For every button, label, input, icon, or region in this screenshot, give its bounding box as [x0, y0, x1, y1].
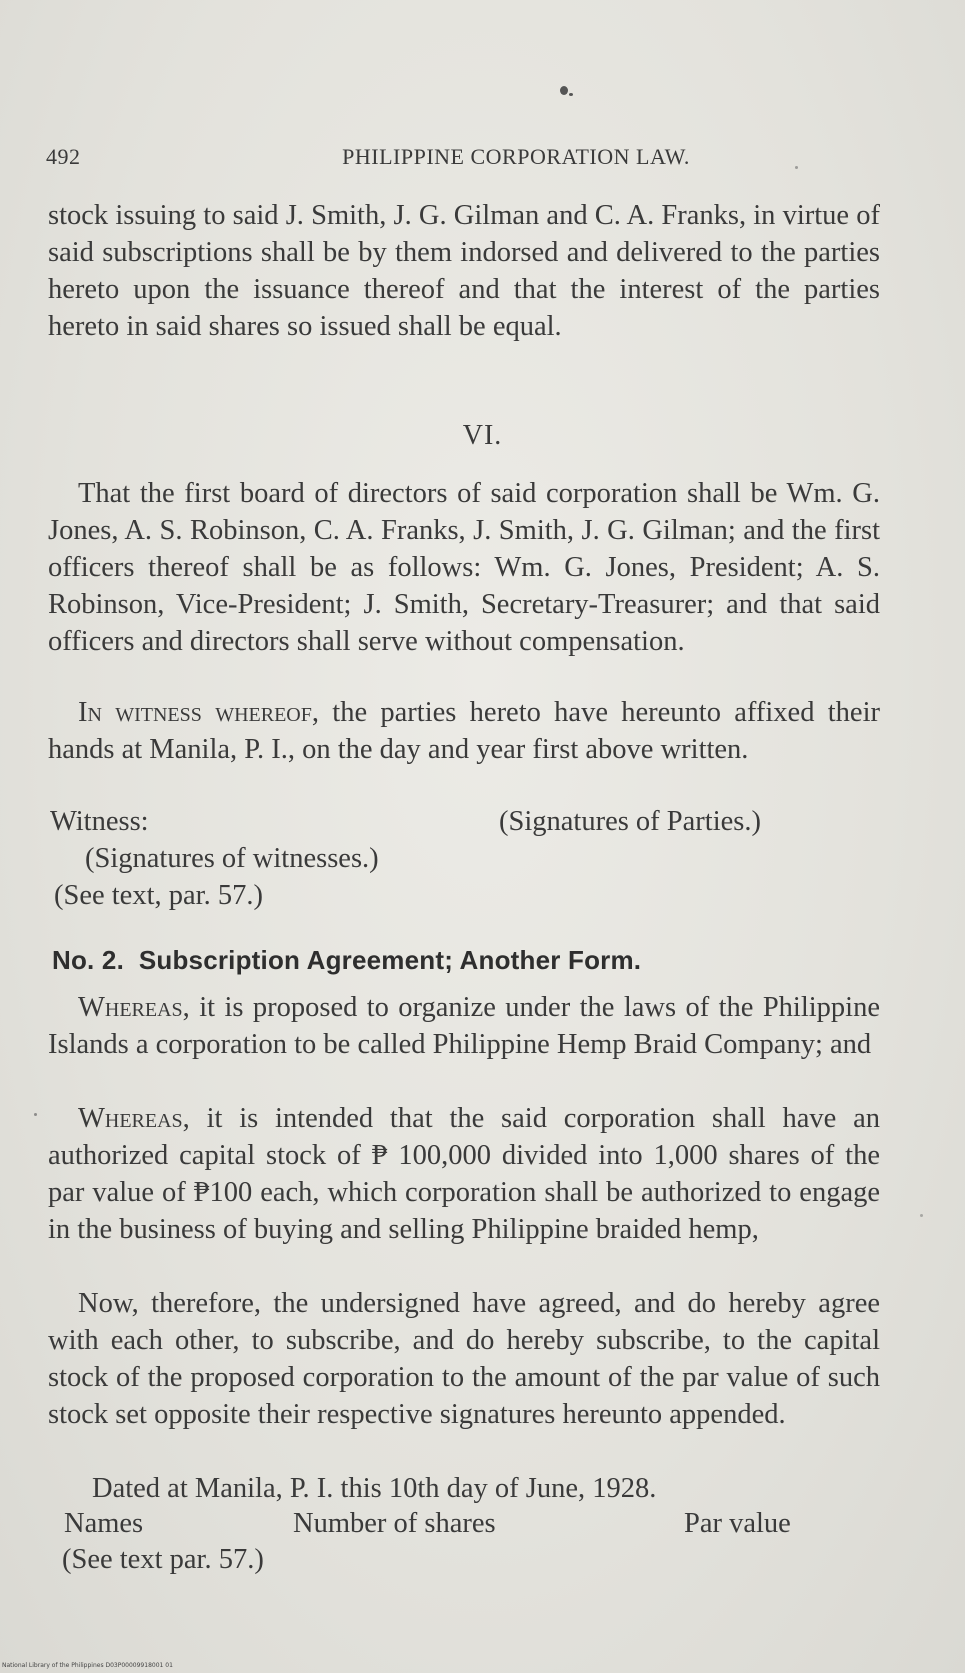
signatures-parties: (Signatures of Parties.) — [499, 806, 761, 837]
running-title: PHILIPPINE CORPORATION LAW. — [342, 144, 690, 169]
intro-paragraph: stock issuing to said J. Smith, J. G. Gilman and C. A. Franks, in virtue of said subscriptions shall be by them indorsed and delivered to the parties hereto upon the issuance thereof and that the interest of the parties hereto in said shares so issued shall be equal. — [48, 200, 880, 342]
see-text-reference-2: (See text par. 57.) — [62, 1544, 264, 1575]
see-text-reference: (See text, par. 57.) — [54, 880, 263, 911]
signatures-witnesses: (Signatures of witnesses.) — [85, 843, 379, 874]
whereas-2-rest: it is intended that the said corporation shall have an authorized capital stock of ₱ 100,000 divided into 1,000 shares of the par value of ₱100 each, which corporation shall be authorized to engage in the business of buying and selling Philippine braided hemp, — [48, 1103, 880, 1245]
now-therefore-paragraph: Now, therefore, the undersigned have agreed, and do hereby agree with each other, to subscribe, and do hereby subscribe, to the capital stock of the proposed corporation to the amount of the par value of such stock set opposite their respective signatures hereunto appended. — [48, 1288, 880, 1430]
column-par-value: Par value — [684, 1508, 791, 1539]
witness-clause — [48, 694, 880, 768]
ink-speck — [920, 1214, 923, 1217]
witness-clause-rest: the parties hereto have hereunto affixed their hands at Manila, P. I., on the day and year first above written. — [48, 697, 880, 765]
whereas-2-block — [48, 1100, 880, 1248]
page-number: 492 — [46, 144, 81, 169]
witness-clause-block — [48, 694, 880, 768]
now-therefore-block — [48, 1285, 880, 1433]
section-paragraph-block — [48, 475, 880, 660]
page-header — [46, 140, 876, 174]
column-number-of-shares: Number of shares — [293, 1508, 496, 1539]
ink-speck — [34, 1113, 37, 1116]
whereas-2 — [48, 1100, 880, 1248]
column-names: Names — [64, 1508, 144, 1539]
scan-footer-note: National Library of the Philippines D03P00009918001 01 — [2, 1662, 173, 1669]
whereas-1-lead: Whereas, — [78, 992, 190, 1023]
witness-label: Witness: — [50, 806, 149, 837]
ink-speck — [569, 93, 573, 96]
dated-line: Dated at Manila, P. I. this 10th day of June, 1928. — [92, 1473, 657, 1504]
form-heading: No. 2. Subscription Agreement; Another Form. — [52, 945, 642, 975]
section-number: VI. — [462, 420, 503, 451]
whereas-1 — [48, 989, 880, 1063]
whereas-1-block — [48, 989, 880, 1063]
ink-speck — [560, 86, 568, 95]
intro-paragraph-block — [48, 197, 880, 345]
section-paragraph: That the first board of directors of said corporation shall be Wm. G. Jones, A. S. Robinson, C. A. Franks, J. Smith, J. G. Gilman; and the first officers thereof shall be as follows: Wm. G. Jones, President; A. S. Robinson, Vice-President; J. Smith, Secretary-Treasurer; and that said officers and directors shall serve without compensation. — [48, 478, 880, 657]
whereas-2-lead: Whereas, — [78, 1103, 190, 1134]
witness-clause-lead: In witness whereof, — [78, 697, 319, 728]
whereas-1-rest: it is proposed to organize under the laws of the Philippine Islands a corporation to be called Philippine Hemp Braid Company; and — [48, 992, 880, 1060]
